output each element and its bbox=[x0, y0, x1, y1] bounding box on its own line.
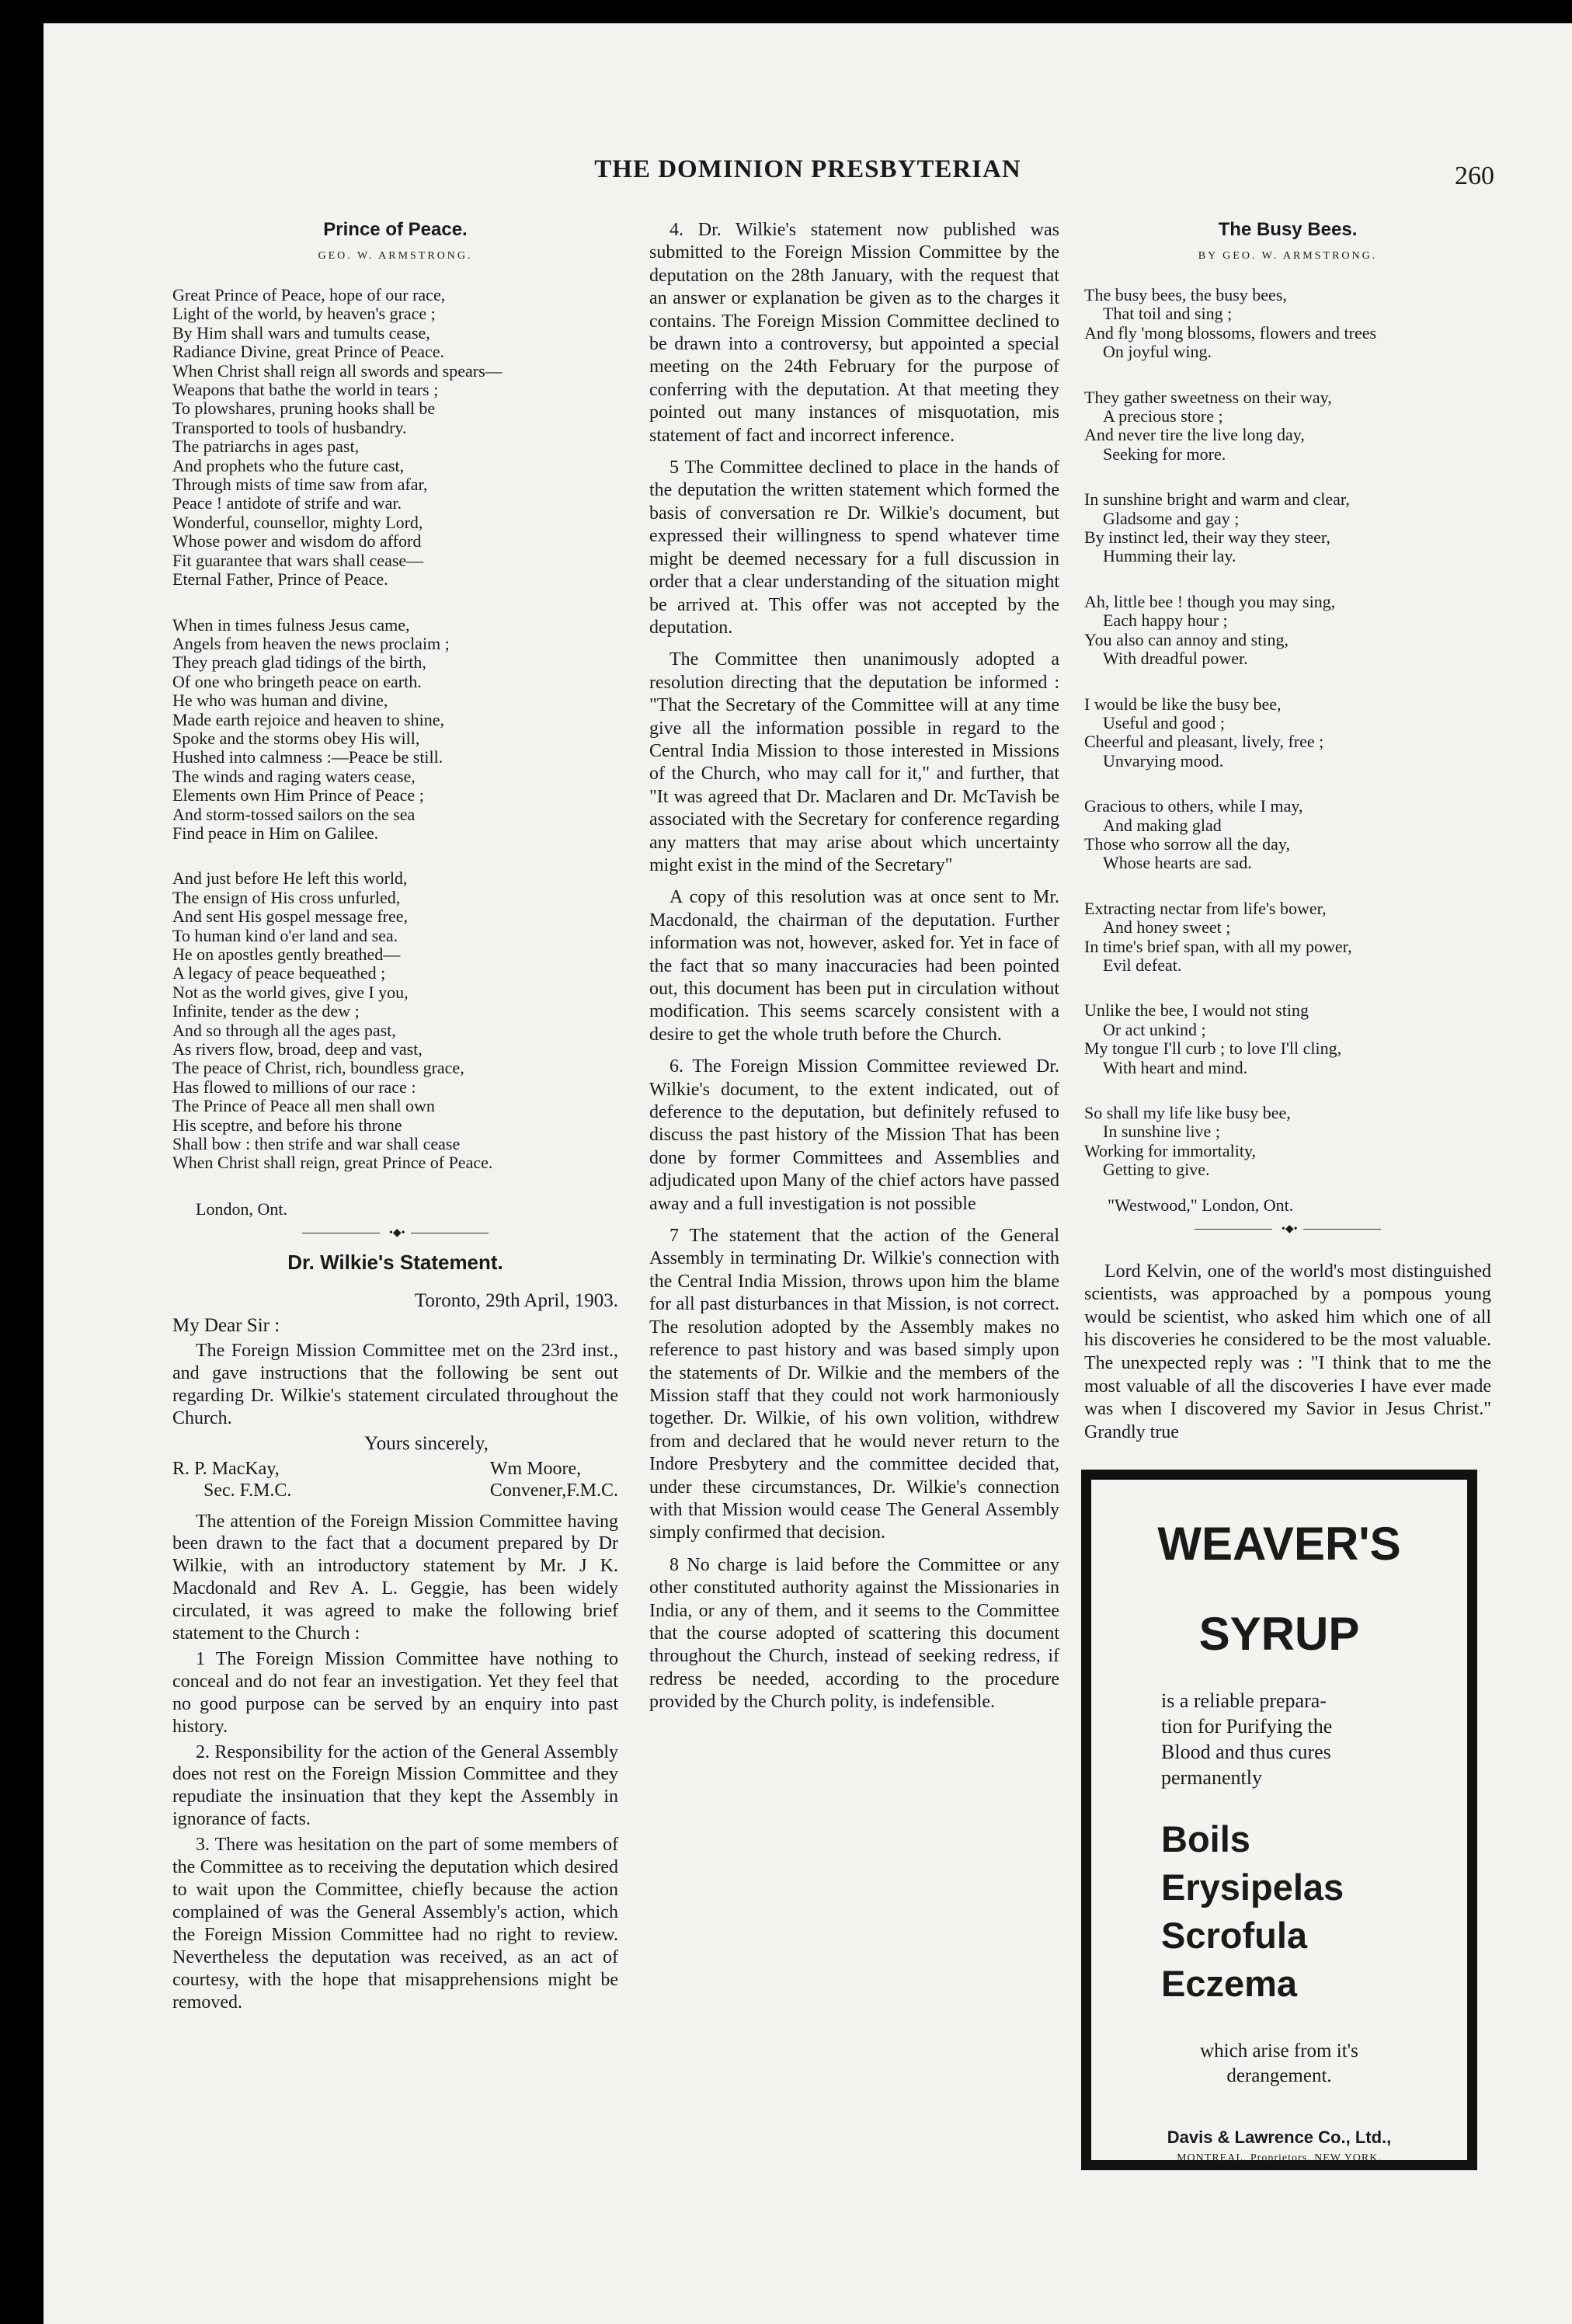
article-body-left bbox=[172, 1511, 618, 2014]
poem-line: Angels from heaven the news proclaim ; bbox=[172, 633, 450, 653]
poem-line: Eternal Father, Prince of Peace. bbox=[172, 569, 388, 590]
poem-line: They preach glad tidings of the birth, bbox=[172, 652, 426, 673]
poem-line: Getting to give. bbox=[1103, 1160, 1210, 1180]
ad-title-line1: WEAVER'S bbox=[1157, 1518, 1401, 1570]
article-paragraph: The Committee then unanimously adopted a resolution directing that the deputation be informed : "That the Secretary of the Committee will at any time give all the information possible in regard to the Central India Mission to those interested in Missions of the Church, who may call for it," and further, that "It was agreed that Dr. Maclaren and Dr. McTavish be associated with the Secretary for conference regarding any matters that may arise about which uncertainty might exist in the mind of the Secretary" bbox=[649, 649, 1059, 875]
ad-ailment: Eczema bbox=[1161, 1963, 1298, 2004]
poem-line: And fly 'mong blossoms, flowers and trees bbox=[1084, 322, 1377, 343]
poem-line: Those who sorrow all the day, bbox=[1084, 833, 1290, 854]
poem-line: Spoke and the storms obey His will, bbox=[172, 728, 420, 748]
poem-stanza bbox=[1084, 490, 1491, 566]
letter-date: Toronto, 29th April, 1903. bbox=[414, 1289, 618, 1311]
poem-line: And making glad bbox=[1103, 815, 1222, 835]
poem-line: Through mists of time saw from afar, bbox=[172, 475, 428, 495]
poem-line: Cheerful and pleasant, lively, free ; bbox=[1084, 732, 1324, 752]
poem-line: With dreadful power. bbox=[1103, 649, 1248, 669]
poem-line: Extracting nectar from life's bower, bbox=[1084, 898, 1327, 918]
poem-line: On joyful wing. bbox=[1103, 342, 1212, 362]
poem-stanza bbox=[1084, 695, 1491, 771]
article-paragraph: 1 The Foreign Mission Committee have nothing to conceal and do not fear an investigation. Yet they feel that no good purpose can be served by an enquiry into past history. bbox=[172, 1648, 618, 1737]
poem-line: As rivers flow, broad, deep and vast, bbox=[172, 1039, 423, 1059]
column-right bbox=[1084, 219, 1491, 1444]
poem-line: The busy bees, the busy bees, bbox=[1084, 285, 1287, 304]
poem-line: Hushed into calmness :—Peace be still. bbox=[172, 747, 443, 767]
ad-company: Davis & Lawrence Co., Ltd., bbox=[1167, 2127, 1392, 2147]
article-paragraph: A copy of this resolution was at once sent to Mr. Macdonald, the chairman of the deputation. Further information was not, however, asked for. Yet in face of the fact that so many inaccuracies had been pointed out, this document has been put in circulation without modification. This seems scarcely consistent with a desire to get the whole truth before the Church. bbox=[649, 887, 1059, 1045]
article-paragraph: 5 The Committee declined to place in the hands of the deputation the written statement which formed the basis of conversation re Dr. Wilkie's document, but expressed their willingness to spend whatever time might be deemed necessary for a full discussion in order that a clear understanding of the situation might be arrived at. This offer was not accepted by the deputation. bbox=[649, 457, 1059, 638]
poem-stanza bbox=[1084, 286, 1491, 362]
article-paragraph: 8 No charge is laid before the Committee or any other constituted authority against the Missionaries in India, or any of them, and it seems to the Committee that the course adopted of scattering this document throughout the Church, instead of seeking redress, if redress be needed, according to the procedure provided by the Church polity, is indefensible. bbox=[649, 1554, 1059, 1713]
poem-line: Whose power and wisdom do afford bbox=[172, 531, 422, 551]
signature-moore: Wm Moore, Convener,F.M.C. bbox=[489, 1458, 618, 1501]
poem-line: To human kind o'er land and sea. bbox=[172, 925, 398, 945]
poem-line: And never tire the live long day, bbox=[1084, 425, 1305, 445]
poem-line: His sceptre, and before his throne bbox=[172, 1115, 402, 1135]
poem-line: When Christ shall reign, great Prince of Peace. bbox=[172, 1153, 493, 1173]
poem-line: Gracious to others, while I may, bbox=[1084, 796, 1303, 816]
column-left bbox=[172, 219, 618, 2013]
poem-place: "Westwood," London, Ont. bbox=[1108, 1195, 1294, 1215]
letter-closing: Yours sincerely, bbox=[364, 1432, 489, 1454]
poem-line: In sunshine live ; bbox=[1103, 1122, 1220, 1142]
poem-body bbox=[1084, 286, 1491, 1180]
poem-line: The Prince of Peace all men shall own bbox=[172, 1096, 435, 1116]
poem-line: They gather sweetness on their way, bbox=[1084, 387, 1332, 407]
ad-ailment: Boils bbox=[1161, 1818, 1250, 1860]
poem-line: When Christ shall reign all swords and spears— bbox=[172, 360, 503, 381]
poem-line: The winds and raging waters cease, bbox=[172, 766, 416, 786]
poem-stanza bbox=[1084, 593, 1491, 669]
poem-line: Wonderful, counsellor, mighty Lord, bbox=[172, 512, 423, 532]
poem-line: You also can annoy and sting, bbox=[1084, 629, 1289, 649]
poem-line: Weapons that bathe the world in tears ; bbox=[172, 380, 439, 400]
poem-stanza bbox=[1084, 797, 1491, 873]
poem-stanza bbox=[1084, 1104, 1491, 1180]
poem-stanza bbox=[172, 286, 618, 590]
poem-line: Infinite, tender as the dew ; bbox=[172, 1001, 360, 1021]
poem-line: Gladsome and gay ; bbox=[1103, 508, 1240, 528]
newspaper-page bbox=[43, 23, 1572, 2324]
advertisement-box bbox=[1081, 1470, 1477, 2170]
poem-line: Each happy hour ; bbox=[1103, 611, 1228, 631]
poem-line: Fit guarantee that wars shall cease— bbox=[172, 550, 424, 570]
poem-line: He who was human and divine, bbox=[172, 691, 388, 711]
poem-line: Of one who bringeth peace on earth. bbox=[172, 671, 422, 691]
poem-author: BY GEO. W. ARMSTRONG. bbox=[1198, 250, 1378, 262]
poem-author: GEO. W. ARMSTRONG. bbox=[318, 250, 473, 262]
poem-line: By Him shall wars and tumults cease, bbox=[172, 322, 430, 343]
signature-mackay: R. P. MacKay, Sec. F.M.C. bbox=[172, 1458, 292, 1501]
poem-stanza bbox=[1084, 388, 1491, 464]
ad-description: is a reliable prepara- tion for Purifying the Blood and thus cures permanently bbox=[1161, 1689, 1333, 1789]
poem-stanza bbox=[172, 869, 618, 1173]
poem-line: Elements own Him Prince of Peace ; bbox=[172, 785, 424, 805]
poem-line: So shall my life like busy bee, bbox=[1084, 1103, 1291, 1122]
poem-line: Has flowed to millions of our race : bbox=[172, 1077, 416, 1097]
poem-line: Shall bow : then strife and war shall cease bbox=[172, 1134, 461, 1154]
article-body-middle bbox=[649, 219, 1059, 1714]
poem-line: And sent His gospel message free, bbox=[172, 906, 409, 927]
poem-line: Peace ! antidote of strife and war. bbox=[172, 493, 402, 513]
poem-line: And so through all the ages past, bbox=[172, 1020, 396, 1040]
letter-body: The Foreign Mission Committee met on the 23rd inst., and gave instructions that the following be sent out regarding Dr. Wilkie's statement circulated throughout the Church. bbox=[172, 1340, 618, 1428]
article-paragraph: 2. Responsibility for the action of the General Assembly does not rest on the Foreign Mission Committee and they repudiate the insinuation that they kept the Assembly in ignorance of facts. bbox=[172, 1741, 618, 1830]
poem-title: The Busy Bees. bbox=[1218, 219, 1358, 240]
poem-line: Working for immortality, bbox=[1084, 1140, 1257, 1160]
poem-line: Find peace in Him on Galilee. bbox=[172, 823, 379, 843]
poem-line: Made earth rejoice and heaven to shine, bbox=[172, 709, 445, 729]
ad-ailment: Scrofula bbox=[1161, 1915, 1308, 1956]
poem-line: Great Prince of Peace, hope of our race, bbox=[172, 285, 446, 304]
poem-line: Humming their lay. bbox=[1103, 546, 1236, 566]
poem-line: Transported to tools of husbandry. bbox=[172, 417, 407, 437]
ad-title-line2: SYRUP bbox=[1198, 1608, 1360, 1660]
poem-line: Ah, little bee ! though you may sing, bbox=[1084, 591, 1336, 611]
poem-line: Light of the world, by heaven's grace ; bbox=[172, 304, 436, 324]
poem-line: I would be like the busy bee, bbox=[1084, 694, 1282, 714]
poem-line: And honey sweet ; bbox=[1103, 917, 1231, 938]
poem-line: By instinct led, their way they steer, bbox=[1084, 527, 1330, 548]
poem-body bbox=[172, 286, 618, 1173]
poem-stanza bbox=[1084, 899, 1491, 976]
poem-line: To plowshares, pruning hooks shall be bbox=[172, 398, 436, 419]
poem-line: And just before He left this world, bbox=[172, 868, 408, 889]
poem-line: A precious store ; bbox=[1103, 406, 1223, 426]
page-number: 260 bbox=[1455, 162, 1494, 190]
ad-ailment: Erysipelas bbox=[1161, 1867, 1344, 1908]
poem-line: Or act unkind ; bbox=[1103, 1019, 1206, 1039]
poem-line: And storm-tossed sailors on the sea bbox=[172, 804, 416, 824]
poem-line: That toil and sing ; bbox=[1103, 304, 1233, 324]
poem-line: A legacy of peace bequeathed ; bbox=[172, 963, 386, 983]
poem-title: Prince of Peace. bbox=[323, 219, 468, 240]
poem-line: The peace of Christ, rich, boundless grace, bbox=[172, 1058, 464, 1078]
poem-line: Radiance Divine, great Prince of Peace. bbox=[172, 342, 445, 362]
poem-line: My tongue I'll curb ; to love I'll cling, bbox=[1084, 1038, 1342, 1059]
poem-stanza bbox=[1084, 1001, 1491, 1077]
ad-tail-text: which arise from it's derangement. bbox=[1200, 2040, 1358, 2086]
column-middle bbox=[649, 219, 1059, 1724]
poem-line: He on apostles gently breathed— bbox=[172, 945, 401, 964]
poem-line: The patriarchs in ages past, bbox=[172, 437, 360, 457]
letter-salutation: My Dear Sir : bbox=[172, 1314, 280, 1336]
article-paragraph: 6. The Foreign Mission Committee reviewed Dr. Wilkie's document, to the extent indicated, out of deference to the deputation, but definitely refused to discuss the past history of the Mission That has been done by former Committees and Assemblies and adjudicated upon Many of the chief actors have passed away and a full investigation is not possible bbox=[649, 1056, 1059, 1214]
poem-stanza bbox=[172, 616, 618, 844]
poem-line: In time's brief span, with all my power, bbox=[1084, 936, 1352, 956]
page-header-title: THE DOMINION PRESBYTERIAN bbox=[594, 155, 1021, 183]
poem-place: London, Ont. bbox=[196, 1199, 287, 1219]
poem-line: Useful and good ; bbox=[1103, 712, 1226, 732]
poem-line: In sunshine bright and warm and clear, bbox=[1084, 489, 1350, 510]
ad-cities: MONTREAL, Proprietors, NEW YORK. bbox=[1177, 2152, 1382, 2164]
poem-line: Unlike the bee, I would not sting bbox=[1084, 1000, 1309, 1021]
poem-line: Whose hearts are sad. bbox=[1103, 853, 1252, 873]
letter-signatures bbox=[172, 1458, 618, 1501]
poem-line: The ensign of His cross unfurled, bbox=[172, 887, 401, 907]
section-divider: •◆• bbox=[1195, 1220, 1381, 1237]
poem-line: When in times fulness Jesus came, bbox=[172, 614, 410, 635]
poem-line: Evil defeat. bbox=[1103, 955, 1182, 975]
poem-line: Seeking for more. bbox=[1103, 444, 1226, 464]
article-paragraph: 7 The statement that the action of the General Assembly in terminating Dr. Wilkie's connection with the Central India Mission, throws upon him the blame for all past disturbances in that Mission, is not correct. The resolution adopted by the Assembly makes no reference to past history and was based simply upon the statements of Dr. Wilkie and the members of the Mission staff that they could not work harmoniously together. Dr. Wilkie, of his own volition, withdrew from and declared that he would never return to the Indore Presbytery and the committee decided that, under these circumstances, Dr. Wilkie's connection with that Mission would cease The General Assembly simply confirmed that decision. bbox=[649, 1226, 1059, 1543]
poem-line: Unvarying mood. bbox=[1103, 750, 1224, 771]
poem-line: Not as the world gives, give I you, bbox=[172, 982, 409, 1002]
poem-line: And prophets who the future cast, bbox=[172, 455, 405, 475]
article-paragraph: 4. Dr. Wilkie's statement now published was submitted to the Foreign Mission Committee by the deputation on the 28th January, with the request that an answer or explanation be given as to the charges it contains. The Foreign Mission Committee declined to be drawn into a controversy, but appointed a special meeting on the 24th February for the purpose of conferring with the deputation. At that meeting they pointed out many instances of misquotation, mis statement of fact and incorrect inference. bbox=[649, 220, 1059, 446]
section-divider: •◆• bbox=[302, 1224, 489, 1241]
article-paragraph: 3. There was hesitation on the part of some members of the Committee as to receiving the deputation which desired to wait upon the Committee, chiefly because the action complained of was the General Assembly's action, which the Foreign Mission Committee had no right to review. Nevertheless the deputation was received, as an act of courtesy, with the hope that misapprehensions might be removed. bbox=[172, 1835, 618, 2013]
anecdote-paragraph: Lord Kelvin, one of the world's most distinguished scientists, was approached by a pompous young would be scientist, who asked him which one of all his discoveries he considered to be the most valuable. The unexpected reply was : "I think that to me the most valuable of all the discoveries I have ever made was when I discovered my Savior in Jesus Christ." Grandly true bbox=[1084, 1261, 1491, 1442]
ad-ailment-list bbox=[1161, 1815, 1467, 2008]
poem-line: With heart and mind. bbox=[1103, 1057, 1248, 1077]
article-title: Dr. Wilkie's Statement. bbox=[287, 1250, 503, 1274]
article-paragraph: The attention of the Foreign Mission Committee having been drawn to the fact that a document prepared by Dr Wilkie, with an introductory statement by Mr. J K. Macdonald and Rev A. L. Geggie, has been widely circulated, it was agreed to make the following brief statement to the Church : bbox=[172, 1511, 618, 1644]
